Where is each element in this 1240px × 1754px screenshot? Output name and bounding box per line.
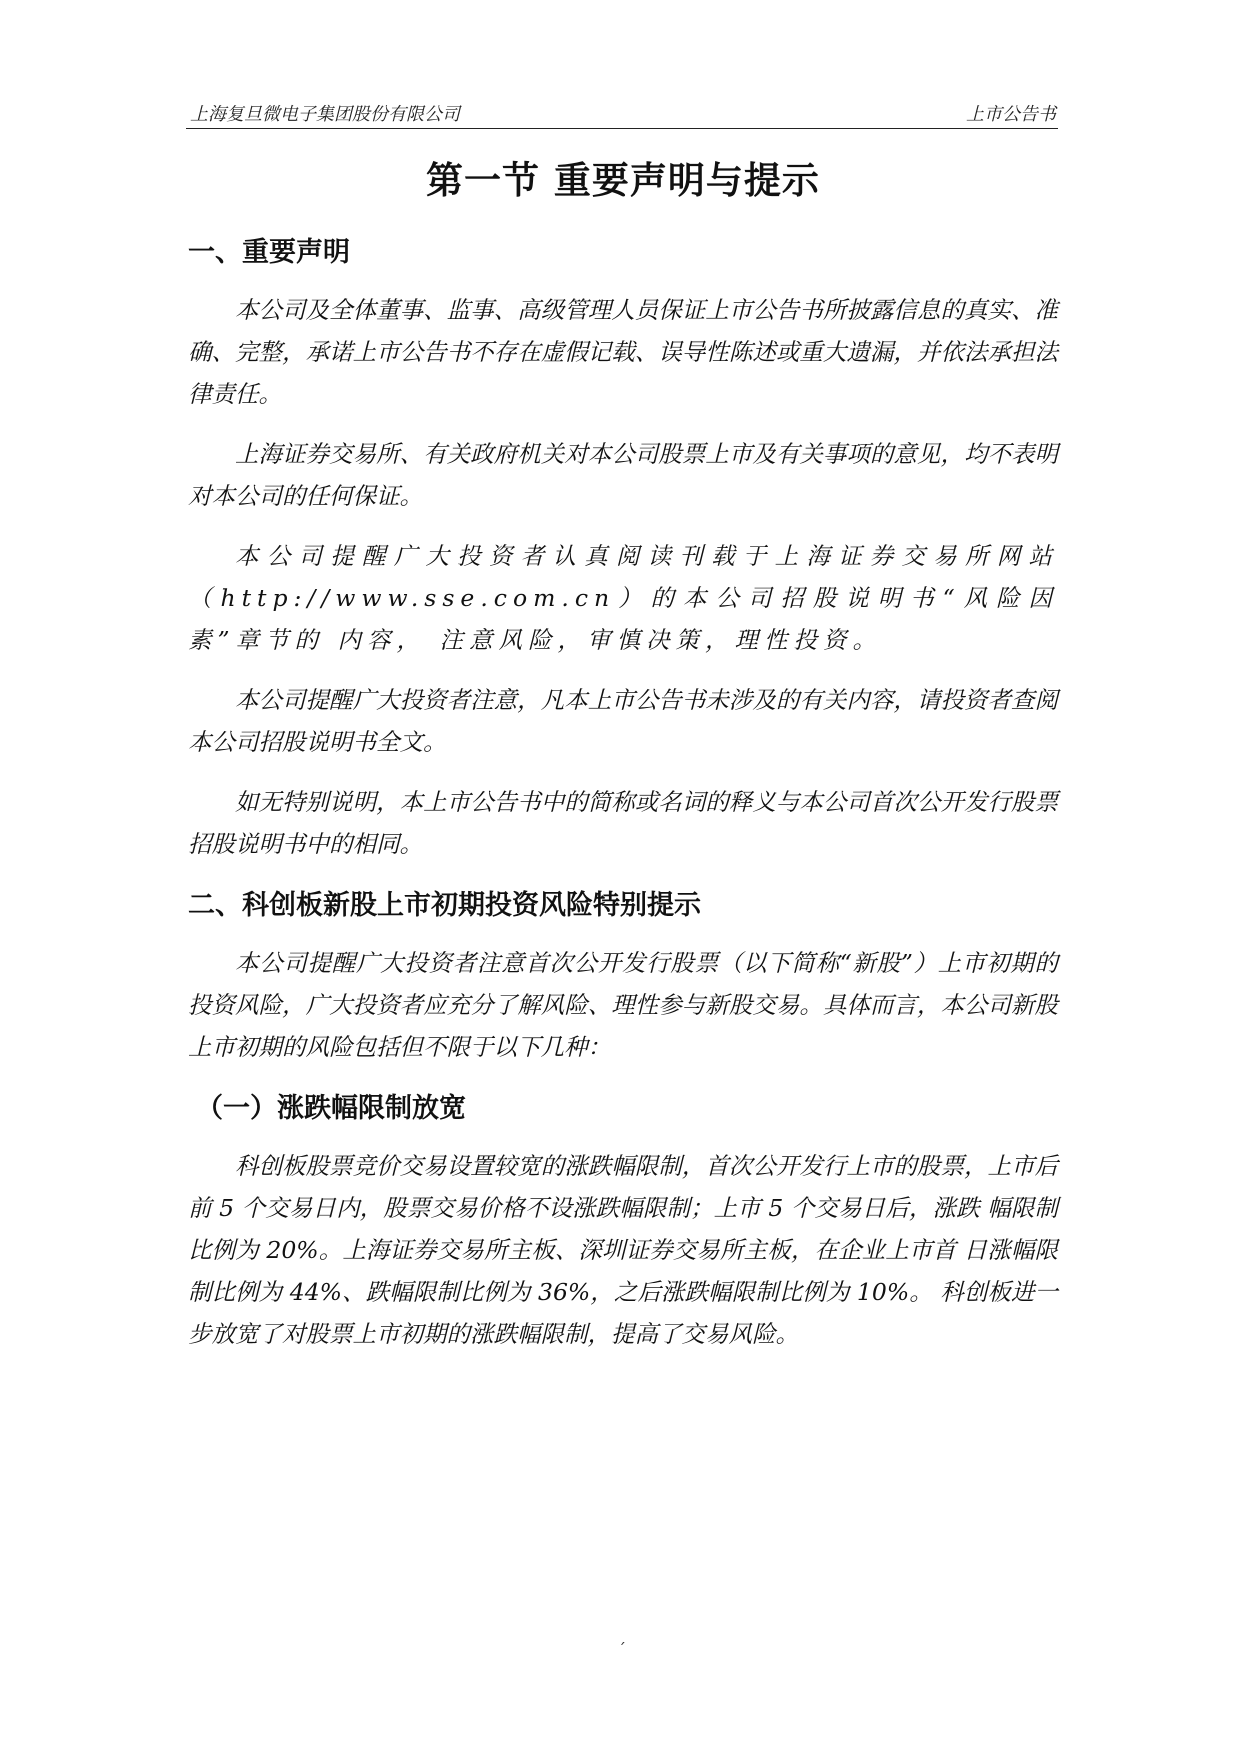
- header-company: 上海复旦微电子集团股份有限公司: [190, 104, 460, 125]
- header-doc-type: 上市公告书: [966, 104, 1056, 125]
- paragraph: 科创板股票竞价交易设置较宽的涨跌幅限制，首次公开发行上市的股票，上市后前 5 个交易日内，股票交易价格不设涨跌幅限制；上市 5 个交易日后，涨跌 幅限制比例为 20%。上海证券交易所主板、深圳证券交易所主板，在企业上市首 日涨幅限制比例为 44%、跌幅限制比例为 36%，之后涨跌幅限制比例为 10%。 科创板进一步放宽了对股票上市初期的涨跌幅限制，提高了交易风险。: [188, 1152, 1058, 1348]
- section-title: 第一节 重要声明与提示: [426, 159, 820, 202]
- heading-important-statement: 一、重要声明: [188, 237, 350, 268]
- document-body: [188, 150, 1058, 1373]
- page-header: [186, 98, 1058, 129]
- heading-risk-notice: 二、科创板新股上市初期投资风险特别提示: [188, 890, 701, 921]
- paragraph: 如无特别说明，本上市公告书中的简称或名词的释义与本公司首次公开发行股票招股说明书中的相同。: [188, 788, 1058, 858]
- paragraph: 本公司提醒广大投资者注意首次公开发行股票（以下简称“新股”）上市初期的投资风险，广大投资者应充分了解风险、理性参与新股交易。具体而言，本公司新股上市初期的风险包括但不限于以下几种：: [188, 949, 1058, 1061]
- paragraph: 本公司提醒广大投资者认真阅读刊载于上海证券交易所网站（http://www.sse.com.cn）的本公司招股说明书“风险因素”章节的 内容， 注意风险，审慎决策，理性投资。: [188, 542, 1058, 654]
- page-mark: ´: [618, 1640, 626, 1659]
- paragraph: 本公司提醒广大投资者注意，凡本上市公告书未涉及的有关内容，请投资者查阅本公司招股说明书全文。: [188, 686, 1058, 756]
- subheading-price-limit: （一）涨跌幅限制放宽: [196, 1093, 466, 1124]
- paragraph: 上海证券交易所、有关政府机关对本公司股票上市及有关事项的意见，均不表明对本公司的任何保证。: [188, 440, 1058, 510]
- paragraph: 本公司及全体董事、监事、高级管理人员保证上市公告书所披露信息的真实、准确、完整，承诺上市公告书不存在虚假记载、误导性陈述或重大遗漏，并依法承担法律责任。: [188, 296, 1058, 408]
